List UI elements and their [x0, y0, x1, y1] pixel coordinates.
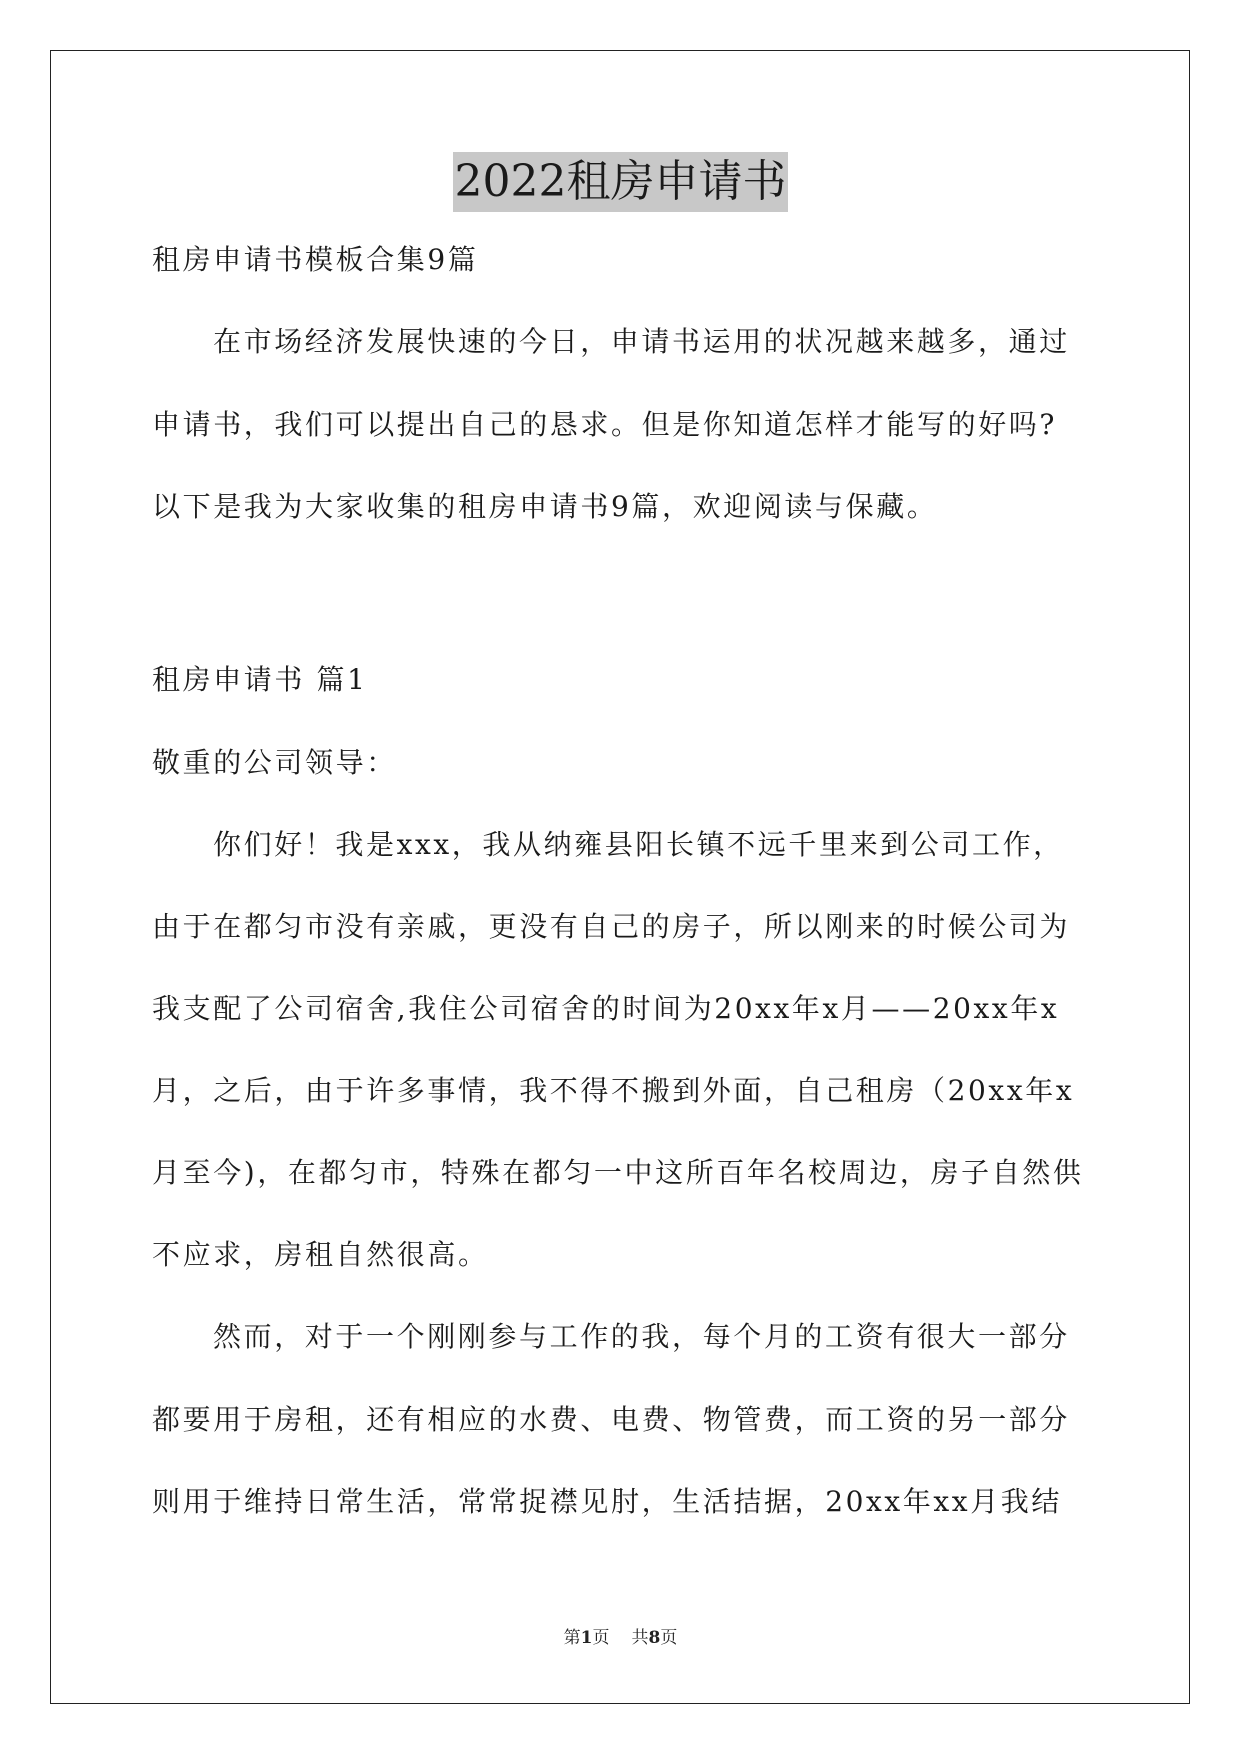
total-prefix: 共	[631, 1628, 649, 1648]
subtitle-line: 租房申请书模板合集9篇	[152, 243, 479, 276]
page-suffix: 页	[592, 1628, 610, 1648]
paragraph-line: 你们好！我是xxx，我从纳雍县阳长镇不远千里来到公司工作，	[213, 828, 1064, 861]
total-suffix: 页	[660, 1628, 678, 1648]
total-page-number: 8	[648, 1628, 661, 1648]
document-title: 2022租房申请书	[453, 152, 789, 212]
salutation: 敬重的公司领导：	[152, 746, 397, 779]
paragraph-line: 在市场经济发展快速的今日，申请书运用的状况越来越多，通过	[213, 325, 1070, 358]
paragraph-line: 不应求，房租自然很高。	[152, 1238, 489, 1271]
current-page-number: 1	[580, 1628, 593, 1648]
paragraph-line: 则用于维持日常生活，常常捉襟见肘，生活拮据，20xx年xx月我结	[152, 1485, 1062, 1518]
paragraph-line: 由于在都匀市没有亲戚，更没有自己的房子，所以刚来的时候公司为	[152, 910, 1071, 943]
section-heading: 租房申请书 篇1	[152, 663, 368, 696]
paragraph-line: 申请书，我们可以提出自己的恳求。但是你知道怎样才能写的好吗?	[152, 408, 1058, 441]
paragraph-line: 我支配了公司宿舍,我住公司宿舍的时间为20xx年x月——20xx年x	[152, 992, 1060, 1025]
paragraph-line: 以下是我为大家收集的租房申请书9篇，欢迎阅读与保藏。	[152, 490, 938, 523]
page-prefix: 第	[563, 1628, 581, 1648]
paragraph-line: 月至今)，在都匀市，特殊在都匀一中这所百年名校周边，房子自然供	[152, 1156, 1084, 1189]
page-border	[50, 50, 1190, 1704]
paragraph-line: 都要用于房租，还有相应的水费、电费、物管费，而工资的另一部分	[152, 1403, 1071, 1436]
paragraph-line: 月，之后，由于许多事情，我不得不搬到外面，自己租房（20xx年x	[152, 1074, 1075, 1107]
title-wrap	[0, 152, 1241, 212]
paragraph-line: 然而，对于一个刚刚参与工作的我，每个月的工资有很大一部分	[213, 1320, 1070, 1353]
page-footer	[0, 1626, 1241, 1650]
